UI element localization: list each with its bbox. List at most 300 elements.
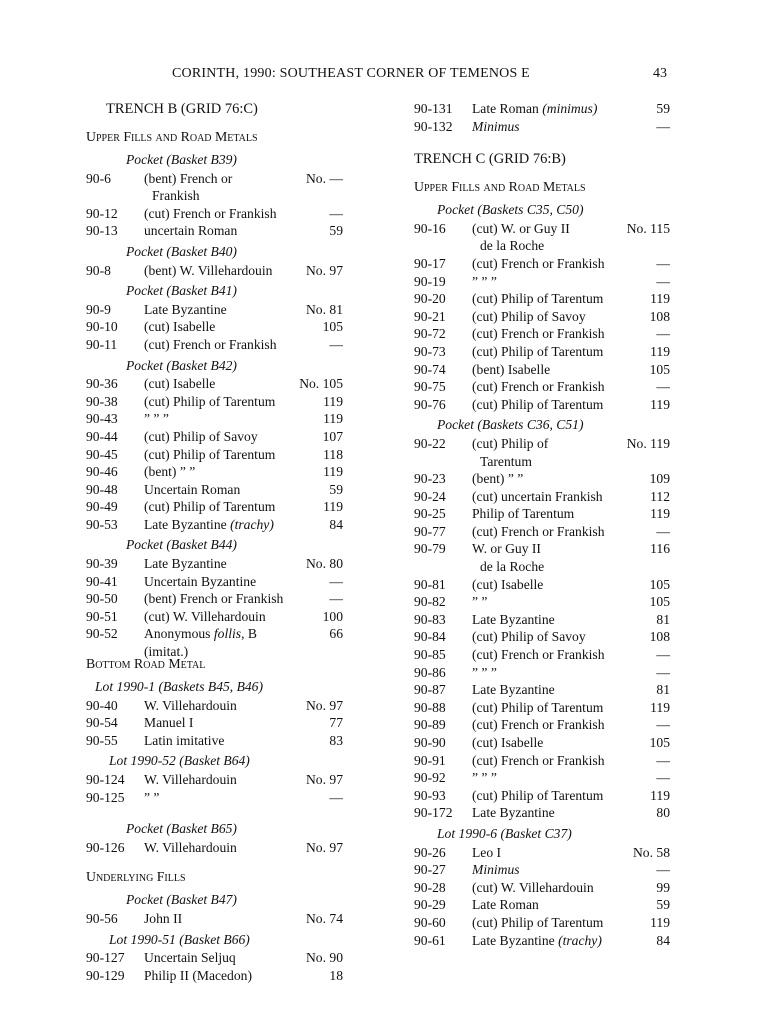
coin-number: 90-129 — [86, 967, 125, 983]
coin-description: Late Byzantine (trachy) — [144, 516, 274, 532]
coin-row — [414, 470, 670, 488]
coin-number: 90-86 — [414, 664, 446, 680]
catalogue-number: — — [656, 664, 670, 680]
coin-row — [414, 646, 670, 664]
coin-description — [472, 861, 622, 879]
left-pockets — [86, 151, 343, 660]
coin-row — [414, 100, 670, 118]
coin-row — [414, 879, 670, 897]
coin-description: (bent) French or Frankish — [144, 170, 294, 205]
coin-description: Late Roman — [472, 897, 539, 913]
coin-row — [414, 699, 670, 717]
coin-description: ” ” ” — [472, 273, 497, 289]
bottom-road-heading: Bottom Road Metal — [86, 656, 206, 672]
coin-row — [414, 378, 670, 396]
coin-description: (cut) French or Frankish — [144, 336, 277, 352]
coin-row — [86, 428, 343, 446]
coin-number: 90-28 — [414, 879, 446, 895]
coin-description: W. Villehardouin — [144, 839, 237, 855]
catalogue-number: No. — — [305, 170, 343, 186]
coin-description: (cut) uncertain Frankish — [472, 488, 603, 504]
catalogue-number: 119 — [323, 464, 343, 480]
catalogue-number: 119 — [650, 343, 670, 359]
catalogue-number: 116 — [650, 541, 670, 557]
coin-number: 90-41 — [86, 573, 118, 589]
coin-description-line2: Frankish — [152, 188, 200, 204]
coin-number: 90-29 — [414, 897, 446, 913]
coin-number: 90-23 — [414, 471, 446, 487]
catalogue-number: — — [656, 717, 670, 733]
coin-description: Manuel I — [144, 715, 194, 731]
catalogue-number: 105 — [649, 576, 670, 592]
coin-number: 90-46 — [86, 464, 118, 480]
coin-description: ” ” ” — [472, 664, 497, 680]
catalogue-number: 108 — [649, 629, 670, 645]
coin-description-italic: Minimus — [472, 862, 520, 878]
catalogue-number: 100 — [322, 608, 343, 624]
catalogue-number: 119 — [323, 411, 343, 427]
coin-row — [414, 290, 670, 308]
left-column — [86, 100, 343, 984]
coin-number: 90-132 — [414, 118, 453, 134]
coin-description: (cut) W. or Guy II de la Roche — [472, 220, 622, 255]
coin-row — [86, 481, 343, 499]
coin-description: (cut) Philip of Tarentum — [472, 396, 604, 412]
coin-description: John II — [144, 910, 183, 926]
right-upper-heading: Upper Fills and Road Metals — [414, 179, 586, 195]
coin-row — [86, 446, 343, 464]
coin-row — [86, 393, 343, 411]
coin-number: 90-91 — [414, 752, 446, 768]
coin-row — [86, 336, 343, 354]
coin-row — [414, 576, 670, 594]
coin-number: 90-50 — [86, 591, 118, 607]
coin-number: 90-13 — [86, 223, 118, 239]
coin-row — [86, 967, 343, 985]
coin-row — [414, 787, 670, 805]
coin-description: (bent) ” ” — [144, 464, 196, 480]
coin-number: 90-82 — [414, 594, 446, 610]
coin-row — [414, 361, 670, 379]
coin-description: Philip of Tarentum — [472, 506, 575, 522]
catalogue-number: 99 — [656, 879, 670, 895]
catalogue-number: No. 81 — [305, 301, 343, 317]
catalogue-number: 66 — [329, 626, 343, 642]
coin-row — [86, 170, 343, 205]
coin-number: 90-24 — [414, 488, 446, 504]
coin-row — [414, 308, 670, 326]
catalogue-number: — — [329, 591, 343, 607]
coin-number: 90-85 — [414, 647, 446, 663]
coin-row — [86, 262, 343, 280]
context-label: Pocket (Basket B40) — [126, 243, 237, 259]
coin-description: Leo I — [472, 844, 502, 860]
catalogue-number: — — [656, 379, 670, 395]
coin-description: Late Byzantine — [472, 682, 555, 698]
coin-description: (cut) Isabelle — [472, 576, 544, 592]
coin-description: (cut) Philip of Savoy — [472, 308, 586, 324]
coin-number: 90-9 — [86, 301, 111, 317]
coin-description: (cut) Philip of Tarentum — [472, 699, 604, 715]
left-upper-heading: Upper Fills and Road Metals — [86, 129, 258, 144]
coin-number: 90-72 — [414, 326, 446, 342]
coin-number: 90-51 — [86, 608, 118, 624]
catalogue-number: 119 — [650, 506, 670, 522]
coin-number: 90-127 — [86, 950, 125, 966]
coin-number: 90-88 — [414, 699, 446, 715]
coin-row — [414, 611, 670, 629]
underlying-heading: Underlying Fills — [86, 869, 186, 885]
context-label: Pocket (Baskets C36, C51) — [437, 417, 584, 433]
coin-description: Uncertain Roman — [144, 481, 241, 497]
coin-number: 90-75 — [414, 379, 446, 395]
coin-number: 90-83 — [414, 611, 446, 627]
context-label: Pocket (Basket B39) — [126, 152, 237, 167]
coin-description: (bent) W. Villehardouin — [144, 262, 273, 278]
coin-row — [414, 932, 670, 950]
coin-description: (cut) Philip of Tarentum — [144, 499, 276, 515]
catalogue-number: 108 — [649, 308, 670, 324]
coin-row — [414, 769, 670, 787]
catalogue-number: 118 — [323, 446, 343, 462]
coin-number: 90-77 — [414, 523, 446, 539]
coin-number: 90-43 — [86, 411, 118, 427]
catalogue-number: 59 — [656, 897, 670, 913]
coin-row — [86, 590, 343, 608]
coin-number: 90-21 — [414, 308, 446, 324]
coin-description: ” ” — [472, 594, 488, 610]
coin-row — [86, 301, 343, 319]
coin-number: 90-49 — [86, 499, 118, 515]
coin-row — [86, 697, 343, 715]
coin-description: (cut) Philip of Tarentum — [472, 291, 604, 307]
coin-number: 90-89 — [414, 717, 446, 733]
coin-row — [414, 435, 670, 470]
coin-description: uncertain Roman — [144, 223, 238, 239]
coin-number: 90-45 — [86, 446, 118, 462]
catalogue-number: 119 — [323, 499, 343, 515]
coin-number: 90-39 — [86, 556, 118, 572]
coin-number: 90-22 — [414, 435, 446, 451]
coin-description: ” ” ” — [144, 411, 169, 427]
coin-number: 90-79 — [414, 541, 446, 557]
coin-description: (cut) Philip of Tarentum — [472, 435, 622, 470]
coin-number: 90-12 — [86, 205, 118, 221]
coin-number: 90-61 — [414, 932, 446, 948]
context-label: Lot 1990-6 (Basket C37) — [437, 825, 572, 841]
coin-description: (cut) Isabelle — [144, 319, 216, 335]
coin-row — [86, 714, 343, 732]
catalogue-number: 77 — [329, 715, 343, 731]
coin-row — [86, 839, 343, 857]
catalogue-number: 112 — [650, 488, 670, 504]
catalogue-number: No. 97 — [305, 772, 343, 787]
catalogue-number: 119 — [650, 787, 670, 803]
coin-number: 90-17 — [414, 255, 446, 271]
coin-row — [414, 396, 670, 414]
coin-number: 90-26 — [414, 844, 446, 860]
coin-description: Uncertain Byzantine — [144, 573, 257, 589]
catalogue-number: 119 — [650, 699, 670, 715]
coin-description: (cut) Philip of Tarentum — [472, 343, 604, 359]
catalogue-number: — — [656, 326, 670, 342]
catalogue-number: 105 — [649, 594, 670, 610]
left-underlying — [86, 891, 343, 984]
coin-number: 90-8 — [86, 262, 111, 278]
catalogue-number: No. 58 — [632, 844, 670, 860]
coin-row — [414, 273, 670, 291]
coin-row — [86, 318, 343, 336]
coin-description-italic: (minimus) — [542, 101, 598, 116]
catalogue-number: No. 97 — [305, 697, 343, 713]
catalogue-number: 107 — [322, 428, 343, 444]
catalogue-number: — — [329, 205, 343, 221]
coin-description: (cut) French or Frankish — [144, 205, 277, 221]
coin-row — [414, 914, 670, 932]
coin-row — [414, 255, 670, 273]
coin-description: (bent) ” ” — [472, 471, 524, 487]
coin-number: 90-25 — [414, 506, 446, 522]
coin-number: 90-131 — [414, 101, 453, 116]
context-label: Pocket (Basket B41) — [126, 283, 237, 299]
coin-description: Uncertain Seljuq — [144, 950, 236, 966]
right-column — [414, 100, 670, 949]
coin-number: 90-53 — [86, 516, 118, 532]
catalogue-number: — — [656, 647, 670, 663]
catalogue-number: 105 — [649, 361, 670, 377]
catalogue-number: 119 — [650, 291, 670, 307]
coin-row — [86, 608, 343, 626]
coin-row — [414, 540, 670, 575]
coin-description — [472, 118, 622, 136]
right-top-rows — [414, 100, 670, 135]
catalogue-number: No. 97 — [305, 839, 343, 855]
coin-row — [86, 498, 343, 516]
coin-row — [86, 205, 343, 223]
page-number: 43 — [653, 66, 667, 81]
left-lots — [86, 678, 343, 856]
coin-row — [86, 625, 343, 660]
coin-number: 90-54 — [86, 715, 118, 731]
coin-row — [414, 343, 670, 361]
coin-row — [414, 752, 670, 770]
catalogue-number: 59 — [329, 481, 343, 497]
coin-description: (cut) French or Frankish — [472, 752, 605, 768]
coin-row — [86, 516, 343, 534]
coin-description: Late Roman (minimus) — [472, 101, 598, 116]
coin-number: 90-126 — [86, 839, 125, 855]
catalogue-number: 119 — [650, 396, 670, 412]
coin-number: 90-44 — [86, 428, 118, 444]
coin-number: 90-81 — [414, 576, 446, 592]
coin-number: 90-52 — [86, 626, 118, 642]
coin-row — [86, 789, 343, 807]
catalogue-number: — — [656, 752, 670, 768]
coin-description: W. Villehardouin — [144, 697, 237, 713]
coin-description-line2: Tarentum — [480, 453, 532, 469]
coin-number: 90-172 — [414, 805, 453, 821]
coin-description: (bent) French or Frankish — [144, 591, 284, 607]
coin-description: (cut) French or Frankish — [472, 255, 605, 271]
coin-row — [414, 523, 670, 541]
catalogue-number: No. 74 — [305, 910, 343, 926]
context-label: Pocket (Baskets C35, C50) — [437, 202, 584, 218]
coin-number: 90-87 — [414, 682, 446, 698]
trench-c-heading: TRENCH C (GRID 76:B) — [414, 151, 566, 168]
coin-number: 90-55 — [86, 732, 118, 748]
coin-row — [414, 664, 670, 682]
coin-description: Late Byzantine (trachy) — [472, 932, 602, 948]
coin-description: W. Villehardouin — [144, 772, 237, 787]
context-label: Lot 1990-52 (Basket B64) — [109, 753, 250, 769]
coin-number: 90-19 — [414, 273, 446, 289]
coin-row — [414, 220, 670, 255]
coin-description: (cut) Philip of Savoy — [472, 629, 586, 645]
coin-row — [414, 628, 670, 646]
coin-number: 90-27 — [414, 862, 446, 878]
coin-description: (cut) Philip of Tarentum — [472, 914, 604, 930]
context-label: Pocket (Basket B44) — [126, 537, 237, 553]
coin-row — [414, 505, 670, 523]
coin-row — [86, 410, 343, 428]
catalogue-number: — — [656, 273, 670, 289]
coin-number: 90-90 — [414, 735, 446, 750]
coin-number: 90-93 — [414, 787, 446, 803]
coin-number: 90-76 — [414, 396, 446, 412]
catalogue-number: No. 115 — [626, 220, 670, 236]
catalogue-number: 59 — [329, 223, 343, 239]
coin-row — [86, 949, 343, 967]
catalogue-number: 84 — [329, 516, 343, 532]
coin-row — [86, 573, 343, 591]
coin-description: Anonymous follis, B (imitat.) — [144, 626, 257, 660]
coin-number: 90-6 — [86, 170, 111, 186]
catalogue-number: No. 97 — [305, 262, 343, 278]
catalogue-number: 119 — [650, 914, 670, 930]
coin-description: ” ” ” — [472, 770, 497, 786]
coin-description: (cut) Philip of Savoy — [144, 428, 258, 444]
coin-number: 90-125 — [86, 789, 125, 805]
coin-row — [414, 734, 670, 752]
coin-description: (cut) Isabelle — [144, 376, 216, 392]
coin-description: Philip II (Macedon) — [144, 967, 252, 983]
coin-description: (cut) French or Frankish — [472, 647, 605, 663]
coin-description: (cut) French or Frankish — [472, 379, 605, 395]
context-label: Lot 1990-1 (Baskets B45, B46) — [95, 679, 264, 695]
coin-row — [414, 325, 670, 343]
coin-description-italic: (trachy) — [230, 516, 274, 532]
coin-description: ” ” — [144, 789, 160, 805]
coin-number: 90-36 — [86, 376, 118, 392]
coin-number: 90-20 — [414, 291, 446, 307]
coin-number: 90-74 — [414, 361, 446, 377]
coin-row — [414, 844, 670, 862]
coin-description: (cut) Isabelle — [472, 735, 544, 750]
catalogue-number: 83 — [329, 732, 343, 748]
coin-description: (cut) French or Frankish — [472, 523, 605, 539]
coin-number: 90-40 — [86, 697, 118, 713]
catalogue-number: 119 — [323, 393, 343, 409]
coin-row — [86, 375, 343, 393]
catalogue-number: 84 — [656, 932, 670, 948]
coin-description: (cut) French or Frankish — [472, 326, 605, 342]
catalogue-number: — — [656, 862, 670, 878]
coin-row — [414, 716, 670, 734]
catalogue-number: No. 80 — [305, 556, 343, 572]
coin-row — [414, 681, 670, 699]
coin-description: (cut) Philip of Tarentum — [144, 393, 276, 409]
catalogue-number: No. 119 — [626, 435, 670, 451]
catalogue-number: 59 — [656, 101, 670, 116]
catalogue-number: 105 — [649, 735, 670, 750]
context-label: Pocket (Basket B42) — [126, 357, 237, 373]
coin-row — [86, 732, 343, 750]
catalogue-number: No. 105 — [299, 376, 343, 392]
coin-description-italic: (trachy) — [558, 932, 602, 948]
catalogue-number: — — [656, 770, 670, 786]
context-label: Lot 1990-51 (Basket B66) — [109, 931, 250, 947]
right-groups — [414, 201, 670, 949]
coin-description: (cut) Philip of Tarentum — [472, 787, 604, 803]
coin-description: W. or Guy II de la Roche — [472, 540, 622, 575]
catalogue-number: No. 90 — [305, 950, 343, 966]
coin-number: 90-124 — [86, 772, 125, 787]
coin-description: Late Byzantine — [144, 301, 227, 317]
coin-description-italic: follis — [213, 626, 242, 642]
catalogue-number: 80 — [656, 805, 670, 821]
coin-description-line2: de la Roche — [480, 238, 545, 254]
coin-number: 90-11 — [86, 336, 118, 352]
catalogue-number: — — [329, 573, 343, 589]
coin-number: 90-48 — [86, 481, 118, 497]
coin-description: (cut) W. Villehardouin — [144, 608, 266, 624]
coin-description-italic: Minimus — [472, 118, 520, 134]
catalogue-number: 18 — [329, 967, 343, 983]
coin-description: Late Byzantine — [144, 556, 227, 572]
catalogue-number: 109 — [649, 471, 670, 487]
coin-row — [414, 593, 670, 611]
coin-row — [414, 488, 670, 506]
trench-b-heading: TRENCH B (GRID 76:C) — [106, 101, 258, 117]
coin-number: 90-16 — [414, 220, 446, 236]
coin-number: 90-73 — [414, 343, 446, 359]
context-label: Pocket (Basket B47) — [126, 892, 237, 908]
coin-row — [86, 555, 343, 573]
coin-row — [86, 222, 343, 240]
coin-description: Late Byzantine — [472, 611, 555, 627]
coin-description: (cut) French or Frankish — [472, 717, 605, 733]
catalogue-number: — — [656, 255, 670, 271]
coin-number: 90-92 — [414, 770, 446, 786]
coin-description: Late Byzantine — [472, 805, 555, 821]
coin-row — [414, 896, 670, 914]
coin-description-line2: de la Roche — [480, 559, 545, 575]
coin-row — [414, 118, 670, 136]
coin-number: 90-56 — [86, 910, 118, 926]
coin-number: 90-60 — [414, 914, 446, 930]
coin-row — [414, 861, 670, 879]
catalogue-number: — — [656, 523, 670, 539]
coin-description: (cut) Philip of Tarentum — [144, 446, 276, 462]
running-header — [0, 66, 757, 86]
coin-row — [86, 771, 343, 789]
coin-number: 90-38 — [86, 393, 118, 409]
catalogue-number: — — [656, 118, 670, 134]
running-title: CORINTH, 1990: SOUTHEAST CORNER OF TEMENOS E — [172, 66, 530, 81]
coin-row — [414, 804, 670, 822]
coin-row — [86, 463, 343, 481]
coin-description: (cut) W. Villehardouin — [472, 879, 594, 895]
